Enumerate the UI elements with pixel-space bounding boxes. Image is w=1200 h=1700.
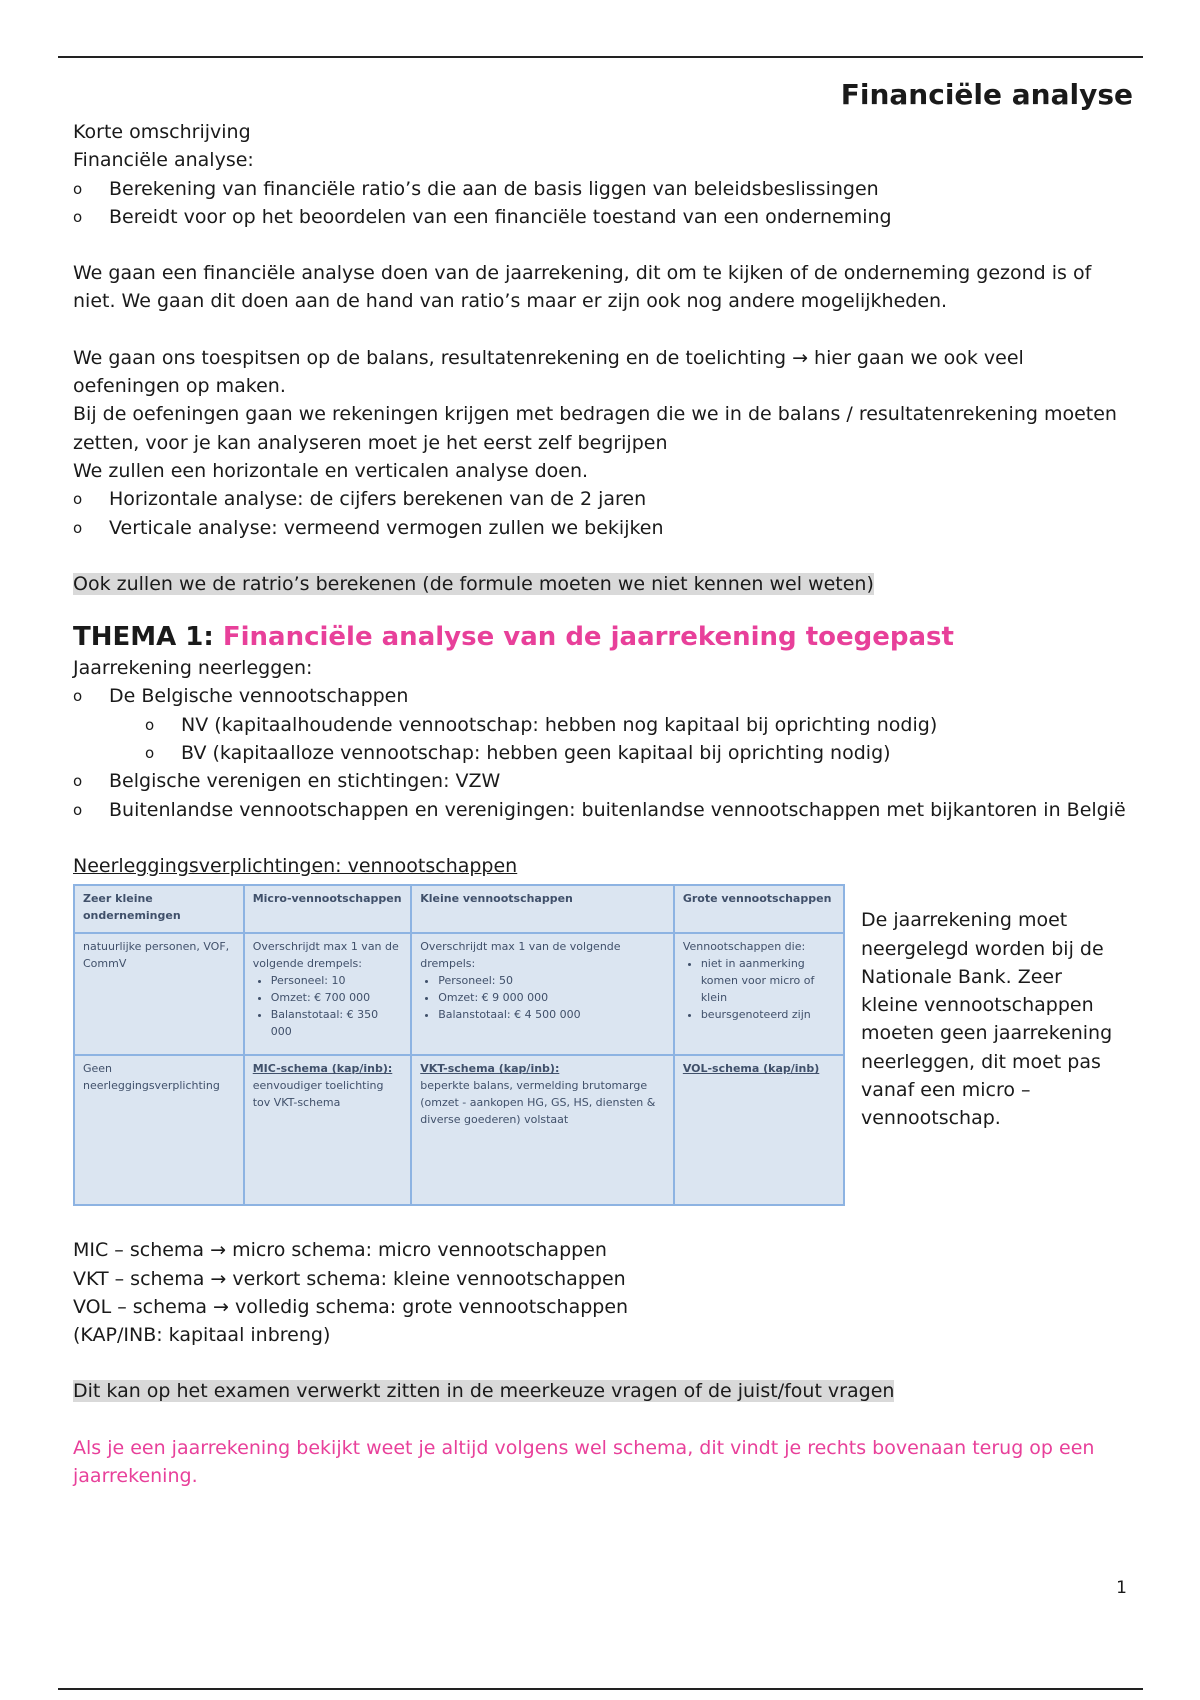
schema-line: (KAP/INB: kapitaal inbreng) bbox=[73, 1324, 331, 1347]
table-cell: Overschrijdt max 1 van de volgende drempels: • Personeel: 50 • Omzet: € 9 000 000 • Balanstotaal: € 4 500 000 bbox=[411, 933, 674, 1055]
circle-bullet-icon: o bbox=[145, 715, 155, 734]
ratio-highlight: Ook zullen we de ratrio’s berekenen (de formule moeten we niet kennen wel weten) bbox=[73, 572, 874, 595]
circle-bullet-icon: o bbox=[73, 687, 83, 706]
intro-paragraph: We gaan een financiële analyse doen van de jaarrekening, dit om te kijken of de onderneming gezond is of niet. We gaan dit doen aan de hand van ratio’s maar er zijn ook nog andere mogelijkheden. bbox=[73, 262, 1092, 313]
table-cell: natuurlijke personen, VOF, CommV bbox=[74, 933, 244, 1055]
circle-bullet-icon: o bbox=[73, 179, 83, 198]
table-header-cell: Micro-vennootschappen bbox=[244, 885, 412, 933]
page-content bbox=[73, 78, 1133, 1490]
list-item: o De Belgische vennootschappen bbox=[73, 682, 1133, 710]
mic-schema-link[interactable]: MIC-schema (kap/inb): bbox=[252, 1062, 393, 1076]
page-number: 1 bbox=[1116, 1578, 1127, 1598]
table-header-cell: Kleine vennootschappen bbox=[411, 885, 674, 933]
list-item: o NV (kapitaalhoudende vennootschap: hebben nog kapitaal bij oprichting nodig) bbox=[73, 711, 1133, 739]
table-cell: VKT-schema (kap/inb): beperkte balans, vermelding brutomarge (omzet - aankopen HG, GS, HS, diensten & diverse goederen) volstaat bbox=[411, 1055, 674, 1205]
circle-bullet-icon: o bbox=[73, 772, 83, 791]
theme-label: Jaarrekening neerleggen: bbox=[73, 657, 313, 680]
list-item: o Buitenlandse vennootschappen en verenigingen: buitenlandse vennootschappen met bijkantoren in België bbox=[73, 796, 1133, 824]
list-item: o BV (kapitaalloze vennootschap: hebben geen kapitaal bij oprichting nodig) bbox=[73, 739, 1133, 767]
list-item: o Berekening van financiële ratio’s die aan de basis liggen van beleidsbeslissingen bbox=[73, 175, 1133, 203]
table-section bbox=[73, 884, 1133, 1206]
schema-line: MIC – schema → micro schema: micro vennootschappen bbox=[73, 1239, 607, 1262]
exercise-paragraph: Bij de oefeningen gaan we rekeningen krijgen met bedragen die we in de balans / resultatenrekening moeten zetten, voor je kan analyseren moet je het eerst zelf begrijpen bbox=[73, 403, 1117, 454]
theme-prefix: THEMA 1: bbox=[73, 622, 223, 653]
side-note: De jaarrekening moet neergelegd worden bij de Nationale Bank. Zeer kleine vennootschappen moeten geen jaarrekening neerleggen, dit moet pas vanaf een micro – vennootschap. bbox=[861, 909, 1113, 1130]
vkt-schema-link[interactable]: VKT-schema (kap/inb): bbox=[420, 1062, 560, 1076]
intro-sublabel: Financiële analyse: bbox=[73, 149, 254, 172]
circle-bullet-icon: o bbox=[73, 207, 83, 226]
circle-bullet-icon: o bbox=[73, 800, 83, 819]
vol-schema-link[interactable]: VOL-schema (kap/inb) bbox=[682, 1062, 820, 1076]
pink-note: Als je een jaarrekening bekijkt weet je altijd volgens wel schema, dit vindt je rechts bovenaan terug op een jaarrekening. bbox=[73, 1436, 1095, 1488]
table-cell: Overschrijdt max 1 van de volgende drempels: • Personeel: 10 • Omzet: € 700 000 • Balanstotaal: € 350 000 bbox=[244, 933, 412, 1055]
list-item: o Verticale analyse: vermeend vermogen zullen we bekijken bbox=[73, 514, 1133, 542]
focus-paragraph: We gaan ons toespitsen op de balans, resultatenrekening en de toelichting → hier gaan we ook veel oefeningen op maken. bbox=[73, 346, 1024, 398]
theme-heading bbox=[73, 620, 1133, 654]
theme-title: Financiële analyse van de jaarrekening toegepast bbox=[222, 622, 954, 653]
obligations-heading: Neerleggingsverplichtingen: vennootschappen bbox=[73, 854, 518, 877]
intro-bullet-list bbox=[73, 175, 1133, 232]
list-item: o Bereidt voor op het beoordelen van een financiële toestand van een onderneming bbox=[73, 203, 1133, 231]
table-row bbox=[74, 1055, 844, 1205]
table-header-cell: Zeer kleine ondernemingen bbox=[74, 885, 244, 933]
theme-list-continued bbox=[73, 767, 1133, 824]
circle-bullet-icon: o bbox=[145, 744, 155, 763]
table-header-cell: Grote vennootschappen bbox=[674, 885, 844, 933]
theme-sub-list bbox=[73, 711, 1133, 768]
circle-bullet-icon: o bbox=[73, 518, 83, 537]
table-cell bbox=[674, 1055, 844, 1205]
table-row bbox=[74, 933, 844, 1055]
page-title: Financiële analyse bbox=[840, 78, 1133, 111]
theme-list bbox=[73, 682, 1133, 710]
bottom-rule bbox=[58, 1688, 1143, 1690]
schema-line: VOL – schema → volledig schema: grote vennootschappen bbox=[73, 1295, 629, 1318]
obligations-table bbox=[73, 884, 845, 1206]
circle-bullet-icon: o bbox=[73, 490, 83, 509]
schema-line: VKT – schema → verkort schema: kleine vennootschappen bbox=[73, 1267, 626, 1290]
list-item: o Belgische verenigen en stichtingen: VZW bbox=[73, 767, 1133, 795]
analysis-paragraph: We zullen een horizontale en verticalen analyse doen. bbox=[73, 459, 589, 482]
intro-label: Korte omschrijving bbox=[73, 121, 251, 143]
top-rule bbox=[58, 56, 1143, 58]
analysis-bullet-list bbox=[73, 485, 1133, 542]
table-cell: MIC-schema (kap/inb): eenvoudiger toelichting tov VKT-schema bbox=[244, 1055, 412, 1205]
table-cell: Vennootschappen die: • niet in aanmerking komen voor micro of klein • beursgenoteerd zijn bbox=[674, 933, 844, 1055]
list-item: o Horizontale analyse: de cijfers berekenen van de 2 jaren bbox=[73, 485, 1133, 513]
exam-note: Dit kan op het examen verwerkt zitten in de meerkeuze vragen of de juist/fout vragen bbox=[73, 1380, 895, 1403]
table-header-row bbox=[74, 885, 844, 933]
table-cell: Geen neerleggingsverplichting bbox=[74, 1055, 244, 1205]
